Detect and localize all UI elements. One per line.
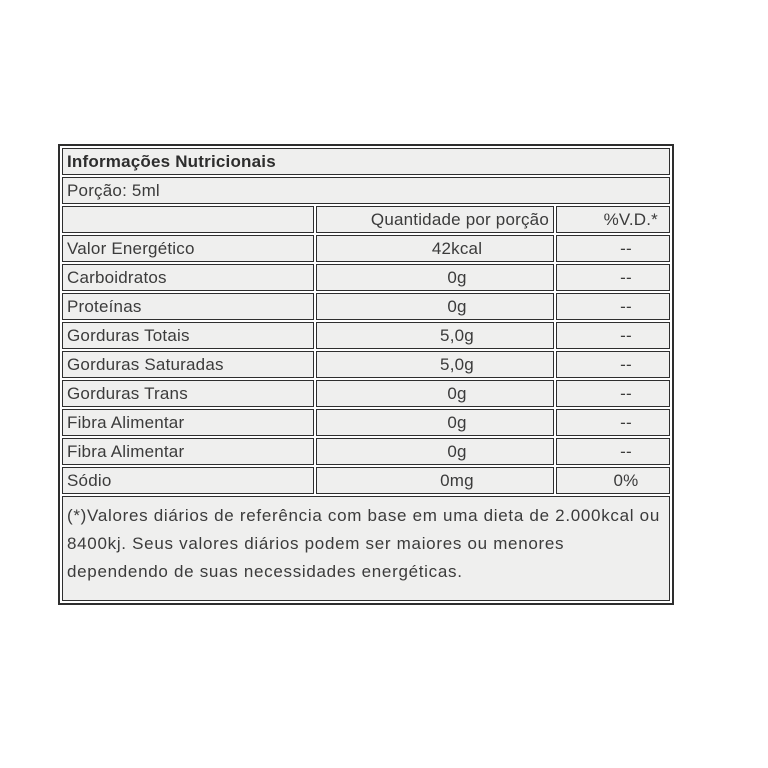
table-row (62, 264, 670, 291)
row-amount: 0mg (316, 467, 554, 494)
nutrition-table (58, 144, 674, 605)
row-amount: 0g (316, 264, 554, 291)
table-row (62, 438, 670, 465)
serving-size: Porção: 5ml (62, 177, 670, 204)
row-label: Gorduras Totais (62, 322, 314, 349)
row-label: Gorduras Trans (62, 380, 314, 407)
row-label: Sódio (62, 467, 314, 494)
footnote (62, 496, 670, 601)
row-label: Gorduras Saturadas (62, 351, 314, 378)
footnote-line: 8400kj. Seus valores diários podem ser maiores ou menores (67, 534, 565, 553)
row-dv: 0% (556, 467, 670, 494)
col-header-empty (62, 206, 314, 233)
row-dv: -- (556, 264, 670, 291)
column-header-row (62, 206, 670, 233)
row-amount: 5,0g (316, 351, 554, 378)
row-amount: 0g (316, 293, 554, 320)
row-amount: 5,0g (316, 322, 554, 349)
row-label: Fibra Alimentar (62, 409, 314, 436)
footnote-row (62, 496, 670, 601)
col-header-dv: %V.D.* (556, 206, 670, 233)
row-label: Carboidratos (62, 264, 314, 291)
row-dv: -- (556, 322, 670, 349)
row-amount: 0g (316, 438, 554, 465)
footnote-line: (*)Valores diários de referência com base em uma dieta de 2.000kcal ou (67, 506, 660, 525)
row-amount: 0g (316, 409, 554, 436)
table-row (62, 235, 670, 262)
col-header-amount: Quantidade por porção (316, 206, 554, 233)
row-label: Valor Energético (62, 235, 314, 262)
title-row (62, 148, 670, 175)
row-label: Fibra Alimentar (62, 438, 314, 465)
row-dv: -- (556, 380, 670, 407)
row-amount: 0g (316, 380, 554, 407)
table-row (62, 380, 670, 407)
table-row (62, 467, 670, 494)
row-label: Proteínas (62, 293, 314, 320)
row-dv: -- (556, 351, 670, 378)
table-title: Informações Nutricionais (62, 148, 670, 175)
row-dv: -- (556, 438, 670, 465)
footnote-line: dependendo de suas necessidades energéticas. (67, 562, 463, 581)
row-amount: 42kcal (316, 235, 554, 262)
table-row (62, 351, 670, 378)
table-row (62, 293, 670, 320)
row-dv: -- (556, 235, 670, 262)
row-dv: -- (556, 409, 670, 436)
table-row (62, 409, 670, 436)
table-row (62, 322, 670, 349)
row-dv: -- (556, 293, 670, 320)
serving-row (62, 177, 670, 204)
